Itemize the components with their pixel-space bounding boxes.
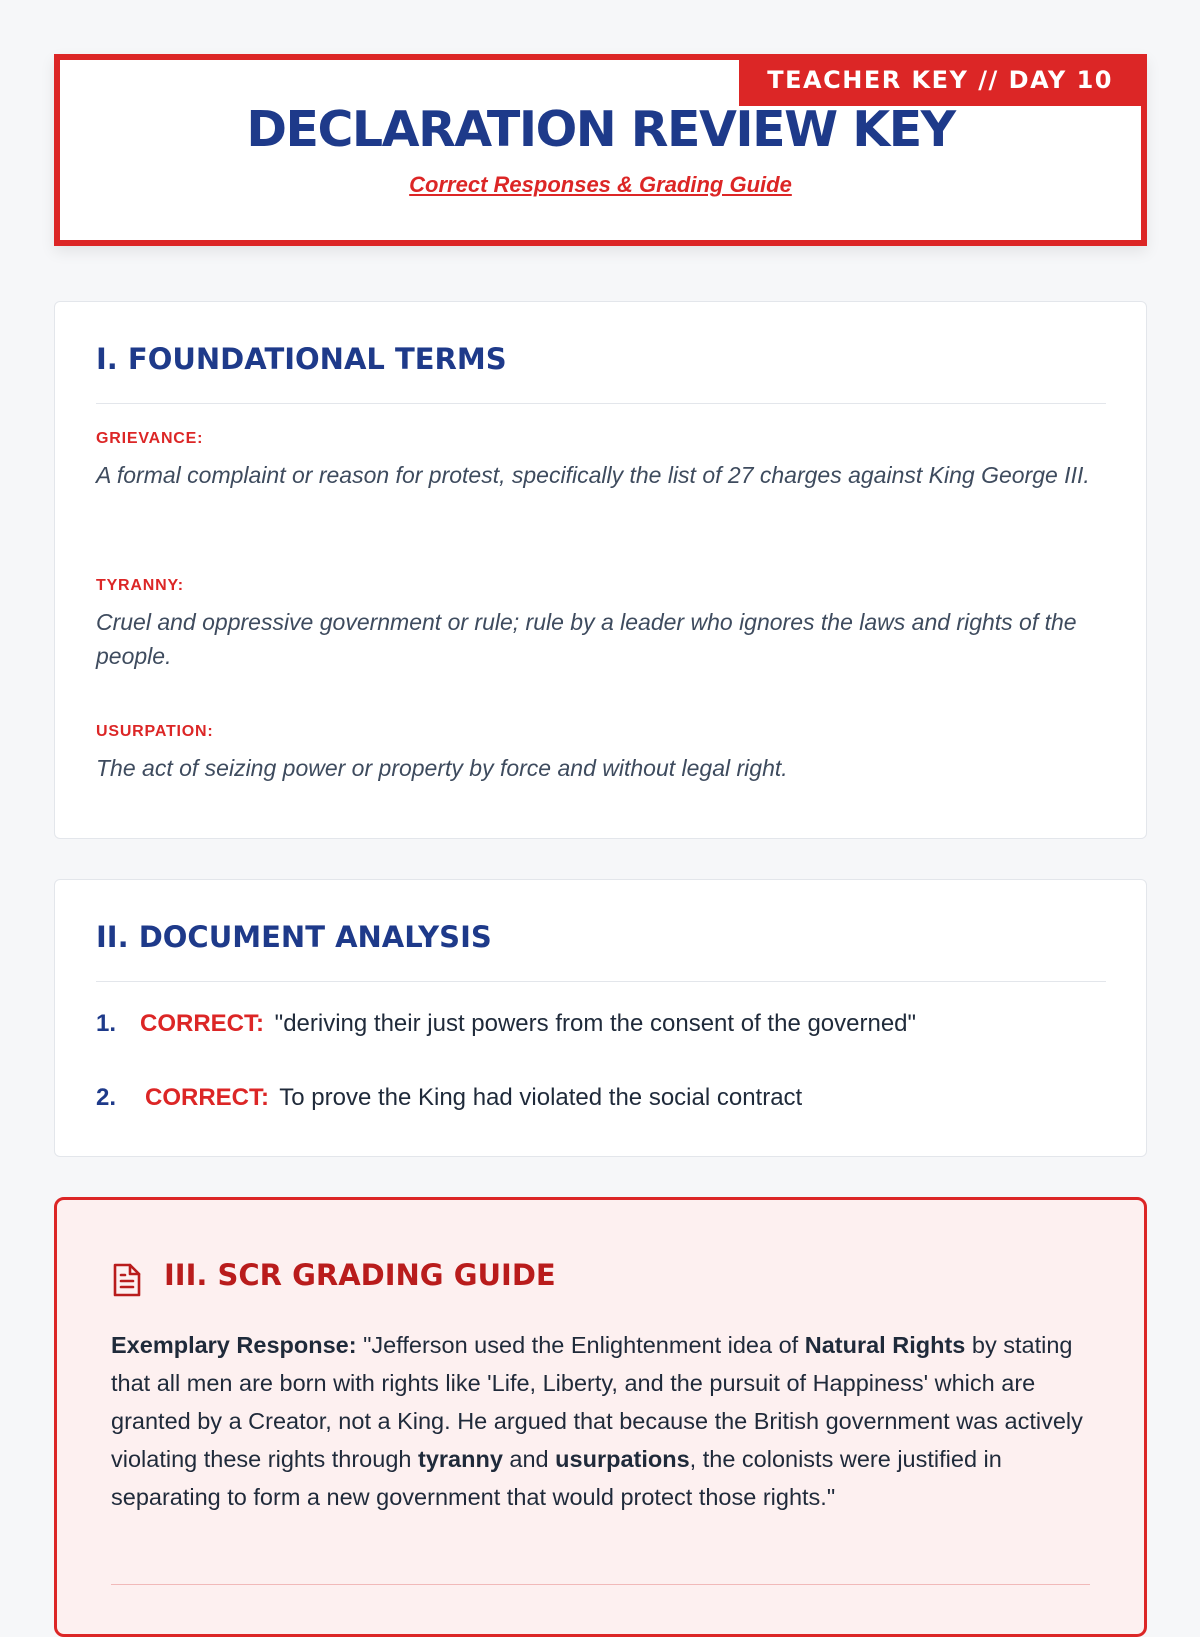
exemplary-response	[111, 1326, 1090, 1516]
answer-text: To prove the King had violated the social contract	[279, 1084, 803, 1111]
answer-number: 1.	[96, 1010, 117, 1037]
term-definition: Cruel and oppressive government or rule; rule by a leader who ignores the laws and rights of the people.	[96, 609, 1077, 669]
term-label: TYRANNY:	[96, 577, 184, 594]
header-banner	[54, 54, 1147, 246]
term-item	[96, 430, 1106, 492]
response-text: "Jefferson used the Enlightenment idea of	[356, 1332, 805, 1358]
section-title-analysis: II. DOCUMENT ANALYSIS	[96, 920, 492, 954]
foundational-terms-card	[54, 301, 1147, 839]
answer-number: 2.	[96, 1084, 117, 1111]
term-label: USURPATION:	[96, 723, 214, 740]
answer-text: "deriving their just powers from the consent of the governed"	[274, 1010, 917, 1037]
response-keyword: usurpations	[555, 1446, 690, 1472]
guide-divider	[111, 1584, 1090, 1585]
section-title-terms: I. FOUNDATIONAL TERMS	[96, 342, 507, 376]
term-item	[96, 723, 1106, 785]
document-icon	[111, 1262, 143, 1298]
document-analysis-card	[54, 879, 1147, 1157]
teacher-key-badge: TEACHER KEY // DAY 10	[739, 54, 1147, 106]
response-text: , the colonists were justified in separating to form a new government that would protect those rights."	[111, 1446, 1002, 1510]
section-title-grading: III. SCR GRADING GUIDE	[164, 1258, 556, 1292]
correct-tag: CORRECT:	[145, 1084, 269, 1111]
section-divider	[96, 403, 1106, 404]
response-label: Exemplary Response:	[111, 1332, 357, 1358]
response-text: and	[502, 1446, 556, 1472]
response-keyword: Natural Rights	[804, 1332, 966, 1358]
answer-item	[96, 1082, 1106, 1114]
correct-tag: CORRECT:	[140, 1010, 264, 1037]
section-divider	[96, 981, 1106, 982]
answer-item	[96, 1008, 1106, 1040]
term-definition: The act of seizing power or property by force and without legal right.	[96, 755, 788, 781]
term-definition: A formal complaint or reason for protest, specifically the list of 27 charges against King George III.	[96, 462, 1090, 488]
page-title: DECLARATION REVIEW KEY	[246, 101, 955, 158]
term-label: GRIEVANCE:	[96, 430, 204, 447]
term-item	[96, 577, 1106, 673]
scr-grading-guide-card	[54, 1197, 1147, 1637]
response-text: by stating that all men are born with rights like 'Life, Liberty, and the pursuit of Happiness' which are granted by a Creator, not a King. He argued that because the British government was actively violating these rights through	[111, 1332, 1083, 1472]
page-subtitle: Correct Responses & Grading Guide	[409, 172, 792, 197]
response-keyword: tyranny	[418, 1446, 503, 1472]
